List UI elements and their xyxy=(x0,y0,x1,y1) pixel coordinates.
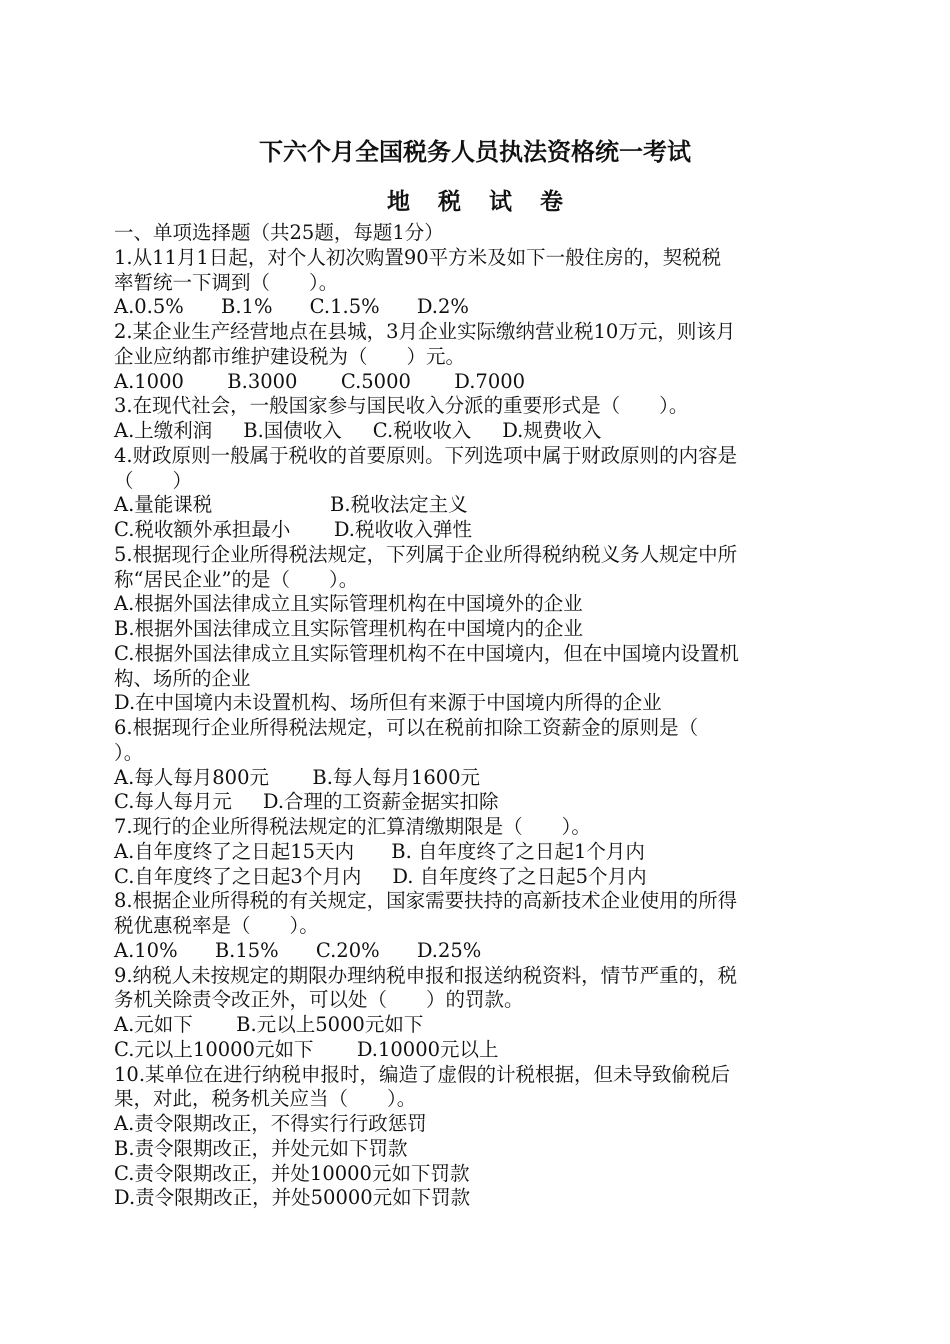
text-line: 务机关除责令改正外，可以处（ ）的罚款。 xyxy=(114,988,524,1012)
text-line: A.元如下 B.元以上5000元如下 xyxy=(114,1013,424,1036)
text-line: 1.从11月1日起，对个人初次购置90平方米及如下一般住房的，契税税 xyxy=(114,245,722,269)
text-line: A.10% B.15% C.20% D.25% xyxy=(114,938,482,962)
text-line: 5.根据现行企业所得税法规定，下列属于企业所得税纳税义务人规定中所 xyxy=(114,542,738,566)
text-line: C.责令限期改正，并处10000元如下罚款 xyxy=(114,1161,470,1185)
text-line: D.责令限期改正，并处50000元如下罚款 xyxy=(114,1186,471,1210)
question-body xyxy=(114,221,839,1211)
text-line: C.税收额外承担最小 D.税收收入弹性 xyxy=(114,518,472,541)
text-line: 税优惠税率是（ ）。 xyxy=(114,914,319,937)
text-line: A.根据外国法律成立且实际管理机构在中国境外的企业 xyxy=(114,592,583,616)
document-subtitle: 地 税 试 卷 xyxy=(386,189,574,215)
text-line: B.根据外国法律成立且实际管理机构在中国境内的企业 xyxy=(114,617,584,640)
text-line: 3.在现代社会，一般国家参与国民收入分派的重要形式是（ ）。 xyxy=(114,394,689,418)
text-line: A.0.5% B.1% C.1.5% D.2% xyxy=(114,295,469,319)
text-line: B.责令限期改正，并处元如下罚款 xyxy=(114,1136,408,1160)
text-line: 9.纳税人未按规定的期限办理纳税申报和报送纳税资料，情节严重的，税 xyxy=(114,963,738,987)
text-line: C.元以上10000元如下 D.10000元以上 xyxy=(114,1037,499,1061)
text-line: C.根据外国法律成立且实际管理机构不在中国境内，但在中国境内设置机 xyxy=(114,641,739,665)
text-line: ）。 xyxy=(114,740,144,764)
document-title: 下六个月全国税务人员执法资格统一考试 xyxy=(259,138,691,166)
text-line: 称“居民企业”的是（ ）。 xyxy=(114,567,359,591)
text-line: 一、单项选择题（共25题，每题1分） xyxy=(114,221,444,244)
text-line: 6.根据现行企业所得税法规定，可以在税前扣除工资薪金的原则是（ xyxy=(114,716,699,739)
text-line: 率暂统一下调到（ ）。 xyxy=(114,270,339,294)
text-line: 8.根据企业所得税的有关规定，国家需要扶持的高新技术企业使用的所得 xyxy=(114,889,738,913)
text-line: A.1000 B.3000 C.5000 D.7000 xyxy=(114,369,526,393)
text-line: 2.某企业生产经营地点在县城，3月企业实际缴纳营业税10万元，则该月 xyxy=(114,320,736,343)
text-line: 企业应纳都市维护建设税为（ ）元。 xyxy=(114,344,466,368)
text-line: C.每人每月元 D.合理的工资薪金据实扣除 xyxy=(114,790,499,814)
text-line: 4.财政原则一般属于税收的首要原则。下列选项中属于财政原则的内容是 xyxy=(114,443,738,467)
text-line: D.在中国境内未设置机构、场所但有来源于中国境内所得的企业 xyxy=(114,691,662,715)
text-line: 10.某单位在进行纳税申报时，编造了虚假的计税根据，但未导致偷税后 xyxy=(114,1062,731,1086)
text-line: A.每人每月800元 B.每人每月1600元 xyxy=(114,765,481,789)
text-line: 7.现行的企业所得税法规定的汇算清缴期限是（ ）。 xyxy=(114,815,591,838)
text-line: 果，对此，税务机关应当（ ）。 xyxy=(114,1087,417,1111)
text-line: A.责令限期改正，不得实行行政惩罚 xyxy=(114,1112,427,1135)
text-line: 构、场所的企业 xyxy=(114,666,251,690)
text-line: A.自年度终了之日起15天内 B. 自年度终了之日起1个月内 xyxy=(114,839,645,863)
text-line: A.上缴利润 B.国债收入 C.税收收入 D.规费收入 xyxy=(114,419,602,442)
text-line: A.量能课税 B.税收法定主义 xyxy=(114,493,468,517)
text-line: （ ） xyxy=(114,468,193,492)
text-line: C.自年度终了之日起3个月内 D. 自年度终了之日起5个月内 xyxy=(114,864,647,888)
